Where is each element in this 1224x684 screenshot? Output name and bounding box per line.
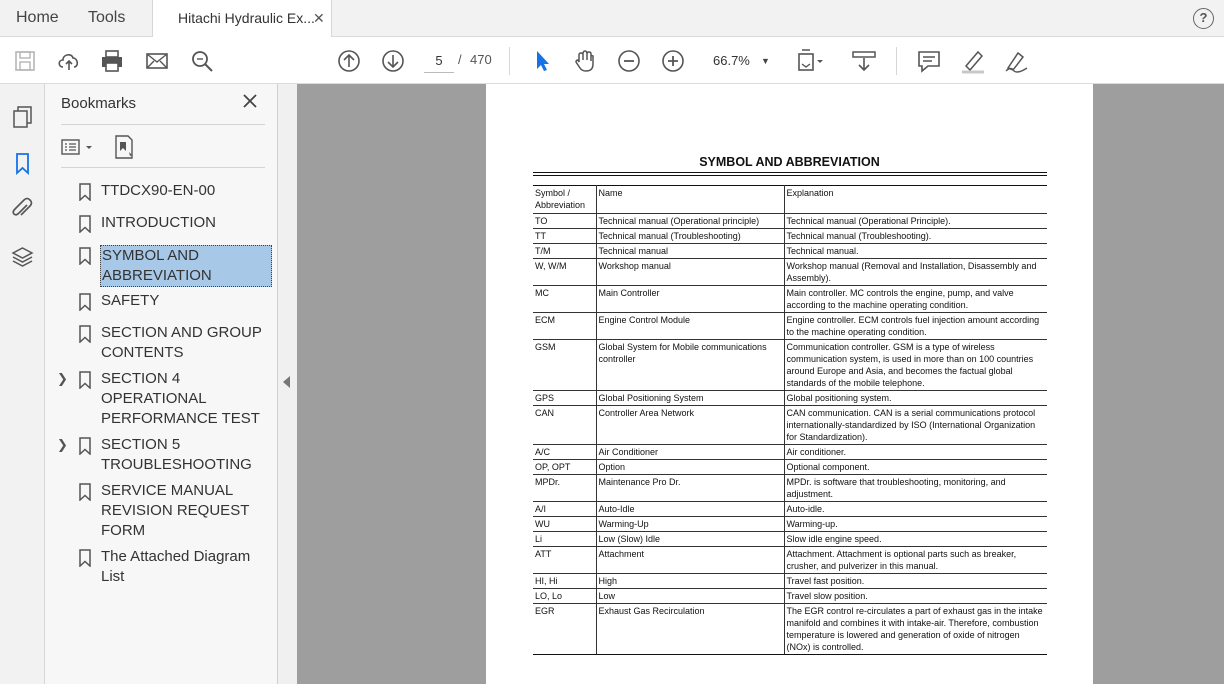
table-row xyxy=(533,547,1047,574)
table-cell: Technical manual. xyxy=(784,244,1047,259)
table-cell: Technical manual (Operational Principle). xyxy=(784,214,1047,229)
table-cell: Warming-up. xyxy=(784,517,1047,532)
tab-bar xyxy=(0,0,1224,37)
table-row xyxy=(533,589,1047,604)
page-fit-icon[interactable] xyxy=(797,48,823,74)
column-header: Symbol / Abbreviation xyxy=(533,186,596,214)
document-tab-label: Hitachi Hydraulic Ex... xyxy=(178,10,315,26)
bookmark-label: TTDCX90-EN-00 xyxy=(101,182,216,199)
bookmark-label: The Attached Diagram List xyxy=(101,548,251,585)
table-cell: Global positioning system. xyxy=(784,391,1047,406)
column-header: Name xyxy=(596,186,784,214)
table-cell: OP, OPT xyxy=(533,460,596,475)
zoom-in-icon[interactable] xyxy=(660,48,686,74)
table-cell: ECM xyxy=(533,313,596,340)
table-cell: A/I xyxy=(533,502,596,517)
table-row xyxy=(533,445,1047,460)
new-bookmark-icon[interactable] xyxy=(112,134,138,160)
table-cell: Main controller. MC controls the engine, pump, and valve according to the machine operating condition. xyxy=(784,286,1047,313)
bookmark-label: SECTION AND GROUP CONTENTS xyxy=(101,324,262,361)
page-number-input[interactable]: 5 xyxy=(424,49,454,73)
document-title: SYMBOL AND ABBREVIATION xyxy=(699,155,880,169)
table-cell: Controller Area Network xyxy=(596,406,784,445)
table-cell: Exhaust Gas Recirculation xyxy=(596,604,784,655)
zoom-level-select[interactable] xyxy=(706,49,776,73)
scroll-mode-icon[interactable] xyxy=(851,48,877,74)
bookmark-label: INTRODUCTION xyxy=(101,214,216,231)
table-cell: EGR xyxy=(533,604,596,655)
table-cell: Travel slow position. xyxy=(784,589,1047,604)
table-cell: Main Controller xyxy=(596,286,784,313)
close-icon[interactable] xyxy=(242,93,258,109)
page-separator: / xyxy=(458,52,462,67)
table-cell: Warming-Up xyxy=(596,517,784,532)
table-cell: HI, Hi xyxy=(533,574,596,589)
table-cell: Technical manual xyxy=(596,244,784,259)
table-cell: WU xyxy=(533,517,596,532)
table-cell: Technical manual (Troubleshooting) xyxy=(596,229,784,244)
table-cell: Global Positioning System xyxy=(596,391,784,406)
bookmarks-panel xyxy=(45,84,278,684)
table-cell: Low xyxy=(596,589,784,604)
pages-icon[interactable] xyxy=(10,104,35,129)
comment-icon[interactable] xyxy=(916,48,942,74)
bookmark-label: SECTION 4 OPERATIONAL PERFORMANCE TEST xyxy=(101,370,260,427)
panel-title: Bookmarks xyxy=(61,95,137,112)
table-cell: W, W/M xyxy=(533,259,596,286)
chevron-down-icon: ▼ xyxy=(761,56,770,66)
table-cell: Technical manual (Operational principle) xyxy=(596,214,784,229)
title-rule xyxy=(533,175,1047,176)
document-tab[interactable] xyxy=(152,0,332,38)
table-cell: Maintenance Pro Dr. xyxy=(596,475,784,502)
table-row xyxy=(533,391,1047,406)
select-arrow-icon[interactable] xyxy=(529,48,555,74)
save-icon[interactable] xyxy=(12,48,38,74)
bookmark-icon xyxy=(78,247,92,265)
help-icon[interactable]: ? xyxy=(1193,8,1214,29)
table-cell: Attachment xyxy=(596,547,784,574)
table-cell: Global System for Mobile communications controller xyxy=(596,340,784,391)
mail-icon[interactable] xyxy=(144,48,170,74)
close-tab-icon[interactable]: ✕ xyxy=(313,10,325,26)
arrow-up-icon[interactable] xyxy=(336,48,362,74)
title-rule xyxy=(533,172,1047,173)
bookmark-label: SAFETY xyxy=(101,292,160,309)
table-cell: Slow idle engine speed. xyxy=(784,532,1047,547)
table-cell: Workshop manual xyxy=(596,259,784,286)
table-cell: Engine controller. ECM controls fuel injection amount according to the machine operating condition. xyxy=(784,313,1047,340)
table-row xyxy=(533,475,1047,502)
table-row xyxy=(533,574,1047,589)
table-cell: A/C xyxy=(533,445,596,460)
table-cell: GSM xyxy=(533,340,596,391)
table-cell: MPDr. is software that troubleshooting, monitoring, and adjustment. xyxy=(784,475,1047,502)
table-cell: Technical manual (Troubleshooting). xyxy=(784,229,1047,244)
table-row xyxy=(533,229,1047,244)
table-cell: Attachment. Attachment is optional parts such as breaker, crusher, and pulverizer in this manual. xyxy=(784,547,1047,574)
table-row xyxy=(533,406,1047,445)
table-row xyxy=(533,259,1047,286)
table-row xyxy=(533,244,1047,259)
attachment-icon[interactable] xyxy=(10,196,35,221)
zoom-level-value: 66.7% xyxy=(713,53,750,68)
table-cell: Travel fast position. xyxy=(784,574,1047,589)
collapse-panel-icon[interactable] xyxy=(283,376,290,388)
pdf-page xyxy=(486,84,1093,684)
table-cell: Air conditioner. xyxy=(784,445,1047,460)
table-cell: Optional component. xyxy=(784,460,1047,475)
table-cell: Engine Control Module xyxy=(596,313,784,340)
panel-divider xyxy=(61,124,265,125)
sign-icon[interactable] xyxy=(1003,48,1029,74)
bookmark-icon[interactable] xyxy=(10,151,35,176)
table-cell: ATT xyxy=(533,547,596,574)
table-row xyxy=(533,517,1047,532)
zoom-search-icon[interactable] xyxy=(189,48,215,74)
panel-splitter[interactable] xyxy=(278,84,297,684)
table-cell: MPDr. xyxy=(533,475,596,502)
table-row xyxy=(533,286,1047,313)
table-cell: CAN xyxy=(533,406,596,445)
column-header: Explanation xyxy=(784,186,1047,214)
bookmark-icon xyxy=(78,371,92,389)
toolbar-divider xyxy=(509,47,510,75)
table-cell: Air Conditioner xyxy=(596,445,784,460)
table-cell: MC xyxy=(533,286,596,313)
bookmark-icon xyxy=(78,183,92,201)
expand-chevron-icon[interactable]: ❯ xyxy=(57,437,68,452)
page-total: 470 xyxy=(470,52,492,67)
table-cell: Communication controller. GSM is a type of wireless communication system, is used in more than on 100 countries around Europe and Asia, and becomes the factual global standards of the mobile telephone. xyxy=(784,340,1047,391)
hand-icon[interactable] xyxy=(572,48,598,74)
home-tab[interactable]: Home xyxy=(16,9,59,26)
toolbar-divider xyxy=(896,47,897,75)
bookmark-icon xyxy=(78,549,92,567)
expand-chevron-icon[interactable]: ❯ xyxy=(57,371,68,386)
table-cell: Workshop manual (Removal and Installation, Disassembly and Assembly). xyxy=(784,259,1047,286)
bookmark-label: SECTION 5 TROUBLESHOOTING xyxy=(101,436,252,473)
table-row xyxy=(533,460,1047,475)
abbreviation-table xyxy=(533,185,1047,655)
table-cell: CAN communication. CAN is a serial communications protocol internationally-standardized by ISO (International Organization for Standardization). xyxy=(784,406,1047,445)
bookmark-icon xyxy=(78,437,92,455)
table-row xyxy=(533,340,1047,391)
table-cell: Li xyxy=(533,532,596,547)
table-cell: GPS xyxy=(533,391,596,406)
table-cell: LO, Lo xyxy=(533,589,596,604)
table-cell: The EGR control re-circulates a part of exhaust gas in the intake manifold and combines it with intake-air. Therefore, combustion temperature is lowered and generation of oxide of nitrogen (NOx) is controlled. xyxy=(784,604,1047,655)
table-row xyxy=(533,313,1047,340)
table-row xyxy=(533,604,1047,655)
table-row xyxy=(533,214,1047,229)
table-cell: Auto-idle. xyxy=(784,502,1047,517)
panel-divider xyxy=(61,167,265,168)
toolbar xyxy=(0,37,1224,84)
print-icon[interactable] xyxy=(99,48,125,74)
highlight-pen-icon[interactable] xyxy=(960,48,986,74)
table-cell: Auto-Idle xyxy=(596,502,784,517)
bookmark-icon xyxy=(78,293,92,311)
bookmark-label: SYMBOL AND ABBREVIATION xyxy=(100,245,272,287)
table-cell: TT xyxy=(533,229,596,244)
bookmark-icon xyxy=(78,483,92,501)
navigation-rail xyxy=(0,84,45,684)
table-cell: T/M xyxy=(533,244,596,259)
table-header-row xyxy=(533,186,1047,214)
upload-icon[interactable] xyxy=(56,48,82,74)
table-cell: Option xyxy=(596,460,784,475)
document-view[interactable] xyxy=(297,84,1224,684)
layers-icon[interactable] xyxy=(10,244,35,269)
table-cell: TO xyxy=(533,214,596,229)
bookmark-icon xyxy=(78,325,92,343)
table-cell: Low (Slow) Idle xyxy=(596,532,784,547)
table-row xyxy=(533,502,1047,517)
table-row xyxy=(533,532,1047,547)
bookmark-icon xyxy=(78,215,92,233)
zoom-out-icon[interactable] xyxy=(616,48,642,74)
bookmark-options-icon[interactable] xyxy=(61,134,97,160)
bookmark-label: SERVICE MANUAL REVISION REQUEST FORM xyxy=(101,482,250,539)
arrow-down-icon[interactable] xyxy=(380,48,406,74)
tools-tab[interactable]: Tools xyxy=(88,9,126,26)
table-cell: High xyxy=(596,574,784,589)
